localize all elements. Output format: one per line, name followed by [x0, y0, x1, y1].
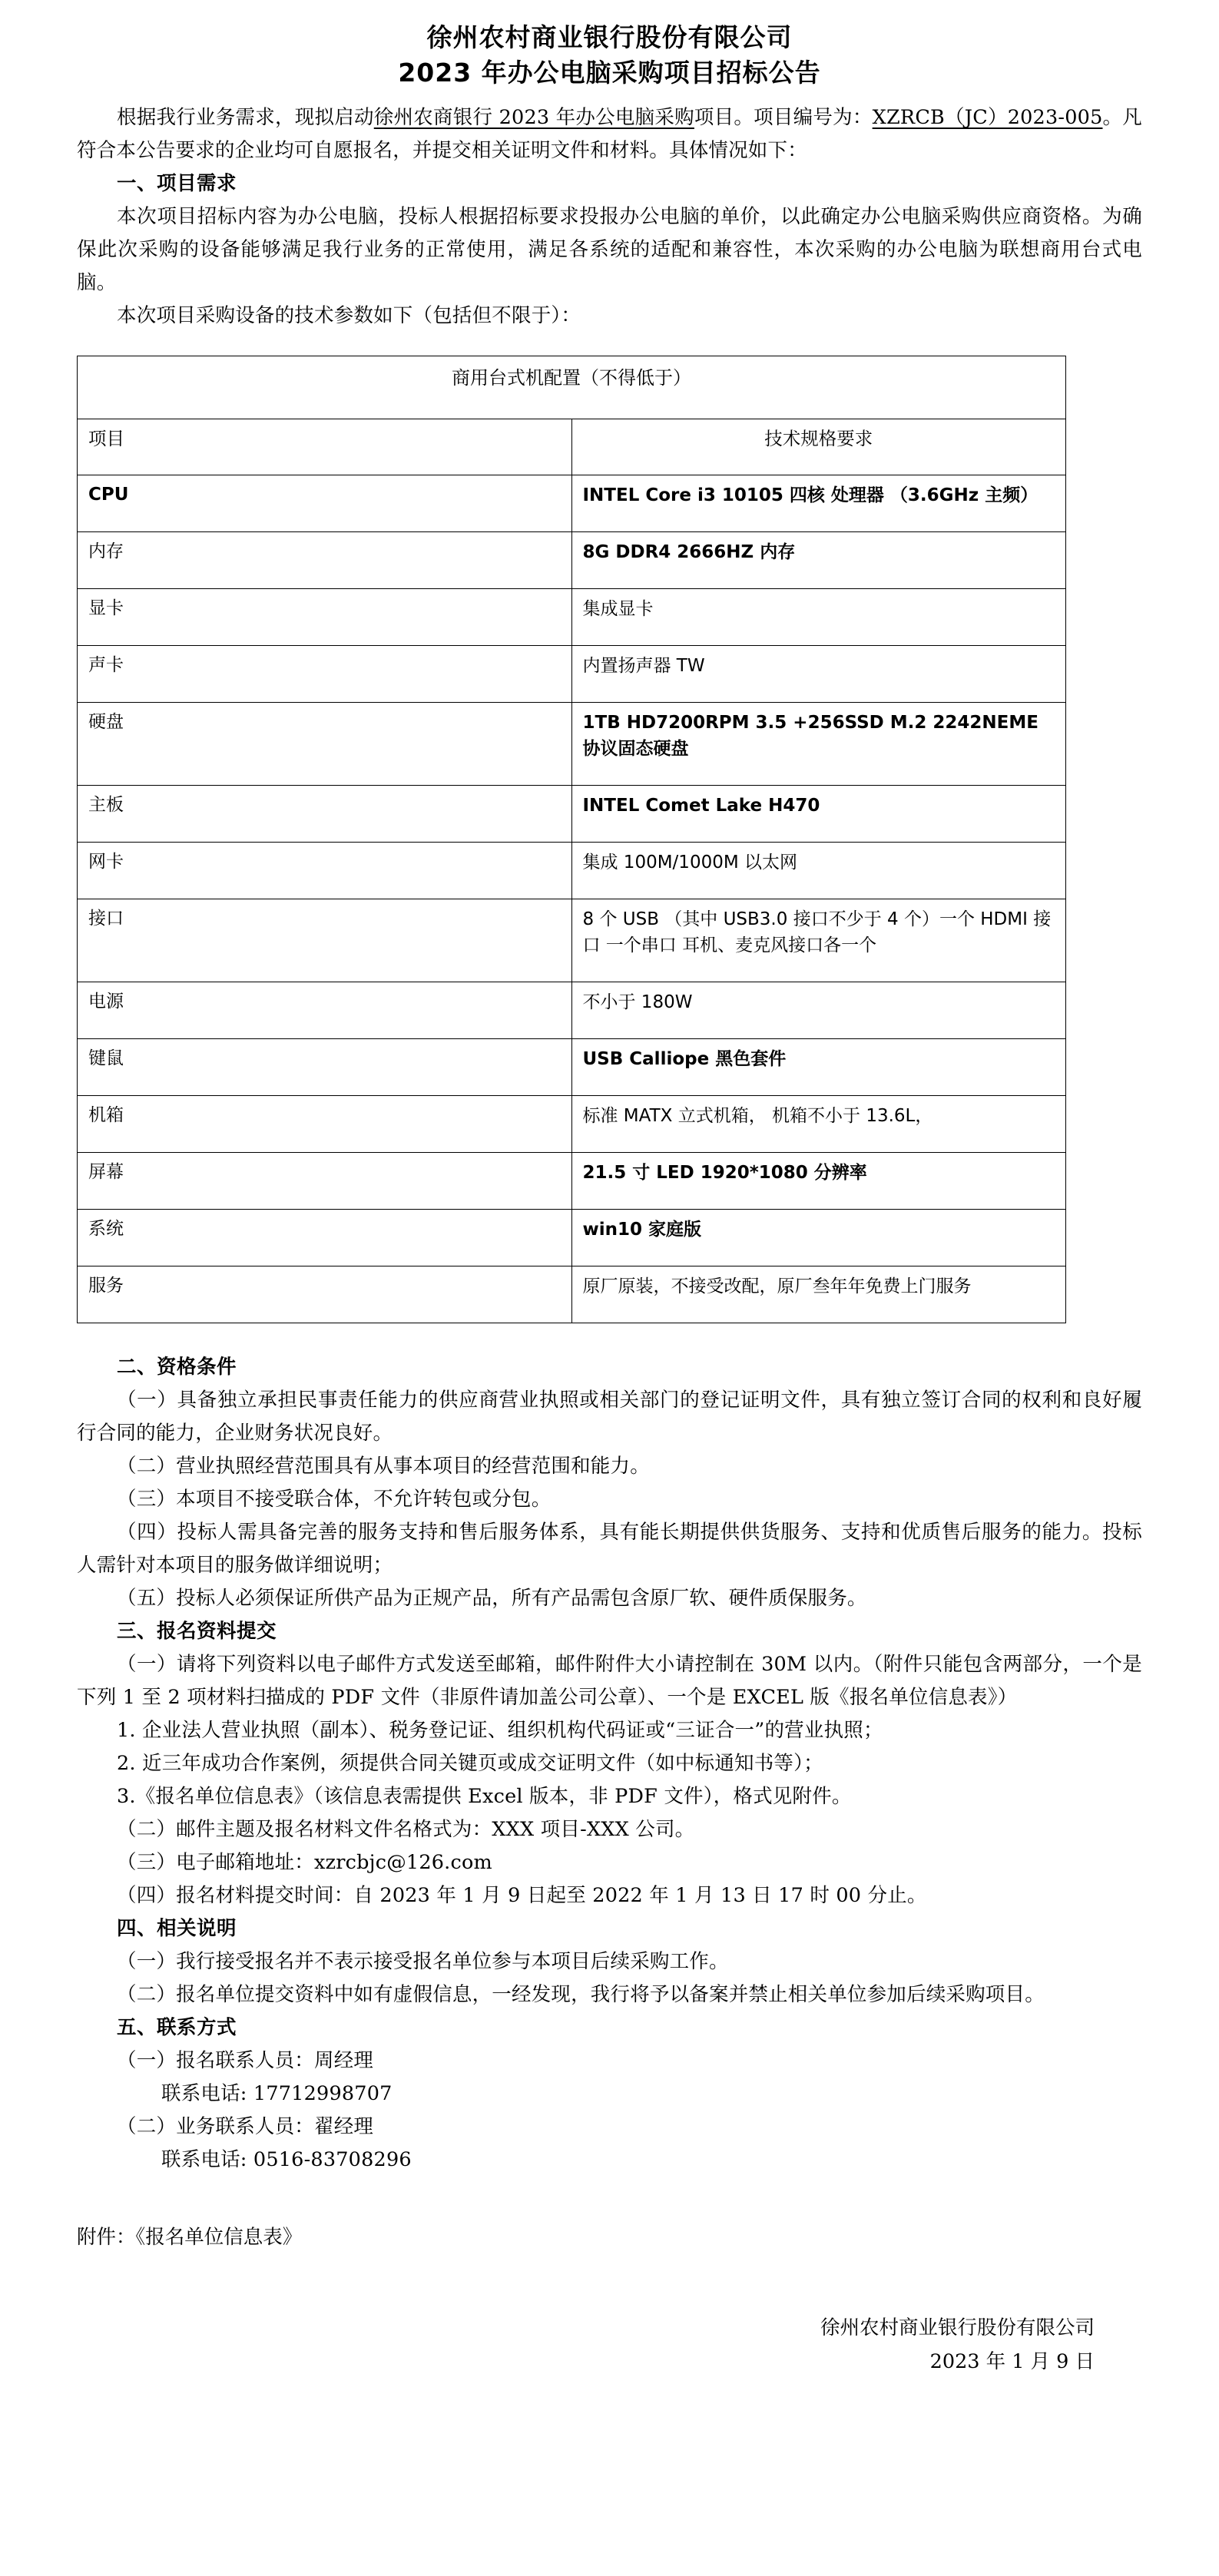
table-row	[78, 589, 1066, 646]
section-2-heading: 二、资格条件	[117, 1356, 237, 1379]
table-row	[78, 1210, 1066, 1266]
signature-date: 2023 年 1 月 9 日	[929, 2350, 1095, 2373]
spec-key: 显卡	[78, 589, 572, 646]
intro-paragraph	[77, 101, 1142, 167]
spec-table-caption: 商用台式机配置（不得低于）	[78, 356, 1066, 419]
spec-value: win10 家庭版	[571, 1210, 1066, 1266]
spacer	[77, 1331, 1142, 1351]
title-line-1: 徐州农村商业银行股份有限公司	[426, 22, 793, 52]
table-row	[78, 1153, 1066, 1210]
table-row	[78, 1039, 1066, 1096]
spec-value: 原厂原装，不接受改配，原厂叁年年免费上门服务	[571, 1266, 1066, 1323]
table-row	[78, 646, 1066, 703]
table-row	[78, 532, 1066, 589]
section-3-item-1: （一）请将下列资料以电子邮件方式发送至邮箱，邮件附件大小请控制在 30M 以内。（附件只能包含两部分，一个是下列 1 至 2 项材料扫描成的 PDF 文件（非原件请加盖公司公章）、一个是 EXCEL 版《报名单位信息表》）	[77, 1653, 1142, 1709]
spec-key: 系统	[78, 1210, 572, 1266]
spec-table-wrapper	[77, 356, 1142, 1323]
spec-key: 主板	[78, 786, 572, 843]
table-row	[78, 843, 1066, 899]
spec-value: 1TB HD7200RPM 3.5 +256SSD M.2 2242NEME 协议固态硬盘	[571, 703, 1066, 786]
spec-key: 内存	[78, 532, 572, 589]
spec-value: INTEL Core i3 10105 四核 处理器 （3.6GHz 主频）	[571, 475, 1066, 532]
intro-project-number: XZRCB（JC）2023-005	[872, 106, 1103, 129]
section-1-paragraph-2: 本次项目采购设备的技术参数如下（包括但不限于）：	[117, 304, 581, 327]
contact-1-phone: 联系电话: 17712998707	[161, 2082, 393, 2105]
contact-1-name: （一）报名联系人员：周经理	[117, 2049, 374, 2072]
section-4-item-1: （一）我行接受报名并不表示接受报名单位参与本项目后续采购工作。	[117, 1950, 729, 1973]
table-row-caption	[78, 356, 1066, 419]
spec-value: 8 个 USB （其中 USB3.0 接口不少于 4 个）一个 HDMI 接口 一个串口 耳机、麦克风接口各一个	[571, 899, 1066, 982]
spec-value: 内置扬声器 TW	[571, 646, 1066, 703]
table-row	[78, 1096, 1066, 1153]
spec-value: USB Calliope 黑色套件	[571, 1039, 1066, 1096]
spec-key: 屏幕	[78, 1153, 572, 1210]
table-row	[78, 703, 1066, 786]
section-1-paragraph-1: 本次项目招标内容为办公电脑，投标人根据招标要求投报办公电脑的单价，以此确定办公电脑采购供应商资格。为确保此次采购的设备能够满足我行业务的正常使用，满足各系统的适配和兼容性，本次采购的办公电脑为联想商用台式电脑。	[77, 205, 1142, 294]
section-3-item-3: （三）电子邮箱地址：xzrcbjc@126.com	[117, 1851, 492, 1874]
section-4-heading: 四、相关说明	[117, 1917, 237, 1940]
spacer	[77, 91, 1142, 101]
title-line-2: 2023 年办公电脑采购项目招标公告	[398, 58, 821, 88]
intro-text-middle: 项目。项目编号为：	[694, 106, 873, 129]
spec-value: 标准 MATX 立式机箱， 机箱不小于 13.6L，	[571, 1096, 1066, 1153]
intro-text-before: 根据我行业务需求，现拟启动	[117, 106, 374, 129]
section-3-subitem-3: 3.《报名单位信息表》（该信息表需提供 Excel 版本，非 PDF 文件），格式见附件。	[117, 1785, 852, 1808]
table-row-header	[78, 419, 1066, 475]
spec-table-body	[78, 356, 1066, 1323]
contact-2-name: （二）业务联系人员：翟经理	[117, 2115, 374, 2138]
spec-key: 接口	[78, 899, 572, 982]
spec-value: INTEL Comet Lake H470	[571, 786, 1066, 843]
section-2-item-3: （三）本项目不接受联合体，不允许转包或分包。	[117, 1488, 552, 1511]
spec-value: 21.5 寸 LED 1920*1080 分辨率	[571, 1153, 1066, 1210]
spec-value: 集成显卡	[571, 589, 1066, 646]
signature-block	[77, 2311, 1142, 2379]
intro-project-name: 徐州农商银行 2023 年办公电脑采购	[373, 106, 694, 129]
table-row	[78, 475, 1066, 532]
spec-value: 集成 100M/1000M 以太网	[571, 843, 1066, 899]
spec-key: 声卡	[78, 646, 572, 703]
spec-key: 机箱	[78, 1096, 572, 1153]
table-row	[78, 1266, 1066, 1323]
page-title	[77, 14, 1142, 91]
spec-key: CPU	[78, 475, 572, 532]
spec-table	[77, 356, 1066, 1323]
section-2-item-5: （五）投标人必须保证所供产品为正规产品，所有产品需包含原厂软、硬件质保服务。	[117, 1587, 867, 1610]
section-3-subitem-2: 2. 近三年成功合作案例，须提供合同关键页或成交证明文件（如中标通知书等）；	[117, 1752, 823, 1775]
spec-key: 网卡	[78, 843, 572, 899]
spec-value: 8G DDR4 2666HZ 内存	[571, 532, 1066, 589]
spec-key: 键鼠	[78, 1039, 572, 1096]
section-3-item-4: （四）报名材料提交时间：自 2023 年 1 月 9 日起至 2022 年 1 月 13 日 17 时 00 分止。	[117, 1884, 927, 1907]
section-2-item-4: （四）投标人需具备完善的服务支持和售后服务体系，具有能长期提供供货服务、支持和优质售后服务的能力。投标人需针对本项目的服务做详细说明；	[77, 1521, 1142, 1577]
attachment-note: 附件：《报名单位信息表》	[77, 2226, 303, 2249]
section-1-heading: 一、项目需求	[117, 172, 237, 195]
section-5-heading: 五、联系方式	[117, 2016, 237, 2039]
section-3-subitem-1: 1. 企业法人营业执照（副本）、税务登记证、组织机构代码证或“三证合一”的营业执照；	[117, 1719, 883, 1742]
table-row	[78, 982, 1066, 1039]
section-2-item-1: （一）具备独立承担民事责任能力的供应商营业执照或相关部门的登记证明文件，具有独立签订合同的权利和良好履行合同的能力，企业财务状况良好。	[77, 1389, 1142, 1445]
table-row	[78, 899, 1066, 982]
spec-key: 服务	[78, 1266, 572, 1323]
spec-key: 电源	[78, 982, 572, 1039]
section-2-item-2: （二）营业执照经营范围具有从事本项目的经营范围和能力。	[117, 1455, 650, 1478]
spec-key: 硬盘	[78, 703, 572, 786]
spec-table-header-spec: 技术规格要求	[571, 419, 1066, 475]
table-row	[78, 786, 1066, 843]
signature-company: 徐州农村商业银行股份有限公司	[820, 2316, 1095, 2339]
contact-2-phone: 联系电话: 0516-83708296	[161, 2148, 412, 2171]
spec-value: 不小于 180W	[571, 982, 1066, 1039]
section-4-item-2: （二）报名单位提交资料中如有虚假信息，一经发现，我行将予以备案并禁止相关单位参加后续采购项目。	[117, 1983, 1045, 2006]
spec-table-header-item: 项目	[78, 419, 572, 475]
intro-text-after: 。凡符合本公告要求的企业均可自愿报名，并提交相关证明文件和材料。具体情况如下：	[77, 106, 1142, 162]
section-3-heading: 三、报名资料提交	[117, 1620, 277, 1643]
section-3-item-2: （二）邮件主题及报名材料文件名格式为：XXX 项目-XXX 公司。	[117, 1818, 695, 1841]
